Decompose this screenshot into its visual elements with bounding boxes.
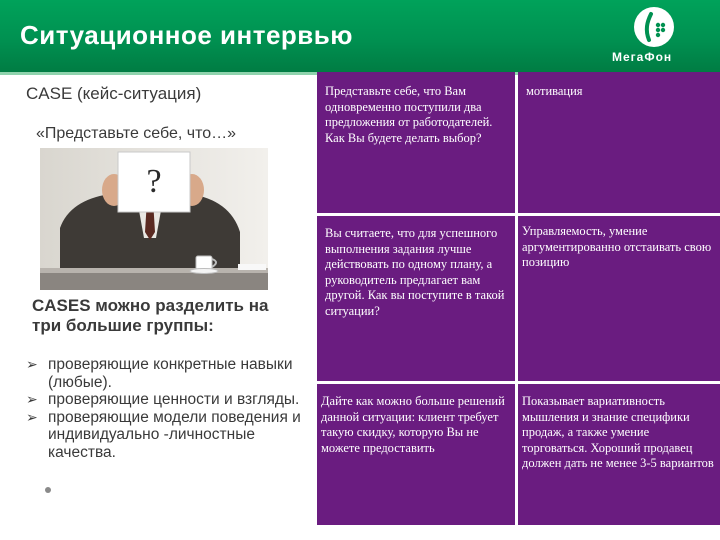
table-cell-question [317,72,515,213]
list-item-text: проверяющие ценности и взгляды. [48,391,300,408]
cell-text: Показывает вариативность мышления и знание специфики продаж, а также умение торговаться. Хороший продавец должен дать не менее 3-5 вариантов [522,394,714,470]
arrow-bullet-icon: ➢ [26,391,38,407]
megafon-logo-icon [633,6,675,48]
list-item-text: проверяющие модели поведения и индивидуально -личностные качества. [48,408,301,461]
table-cell-question [317,216,515,381]
slide-title: Ситуационное интервью [20,20,353,50]
cell-text: мотивация [526,84,583,98]
cell-text: Управляемость, умение аргументированно отстаивать свою позицию [522,224,712,269]
arrow-bullet-icon: ➢ [26,356,38,372]
list-item [26,409,316,462]
table-cell-competence [518,216,720,381]
case-subtitle: «Представьте себе, что…» [36,125,237,142]
list-item [26,391,316,409]
table-cell-competence [518,72,720,213]
photo-question-mark: ? [146,163,162,200]
interview-photo [40,148,268,290]
arrow-bullet-icon: ➢ [26,408,38,425]
case-table [317,72,720,525]
table-cell-question [317,384,515,525]
table-cell-competence [518,384,720,525]
list-item-text: проверяющие конкретные навыки (любые). [48,356,293,391]
cell-text: Вы считаете, что для успешного выполнения задания лучше действовать по одному плану, а руководитель предлагает вам другой. Как вы поступите в такой ситуации? [325,226,505,318]
case-title: CASE (кейс-ситуация) [26,84,202,103]
groups-title: CASES можно разделить на три большие группы: [32,296,269,335]
list-item [26,356,316,391]
case-groups-list [26,356,316,461]
logo-text: МегаФон [612,50,673,64]
bullet-dot [45,487,51,493]
cell-text: Представьте себе, что Вам одновременно поступили два предложения от работодателей. Как Вы будете делать выбор? [325,84,493,145]
cell-text: Дайте как можно больше решений данной ситуации: клиент требует такую скидку, которую Вы не можете предоставить [321,394,505,455]
